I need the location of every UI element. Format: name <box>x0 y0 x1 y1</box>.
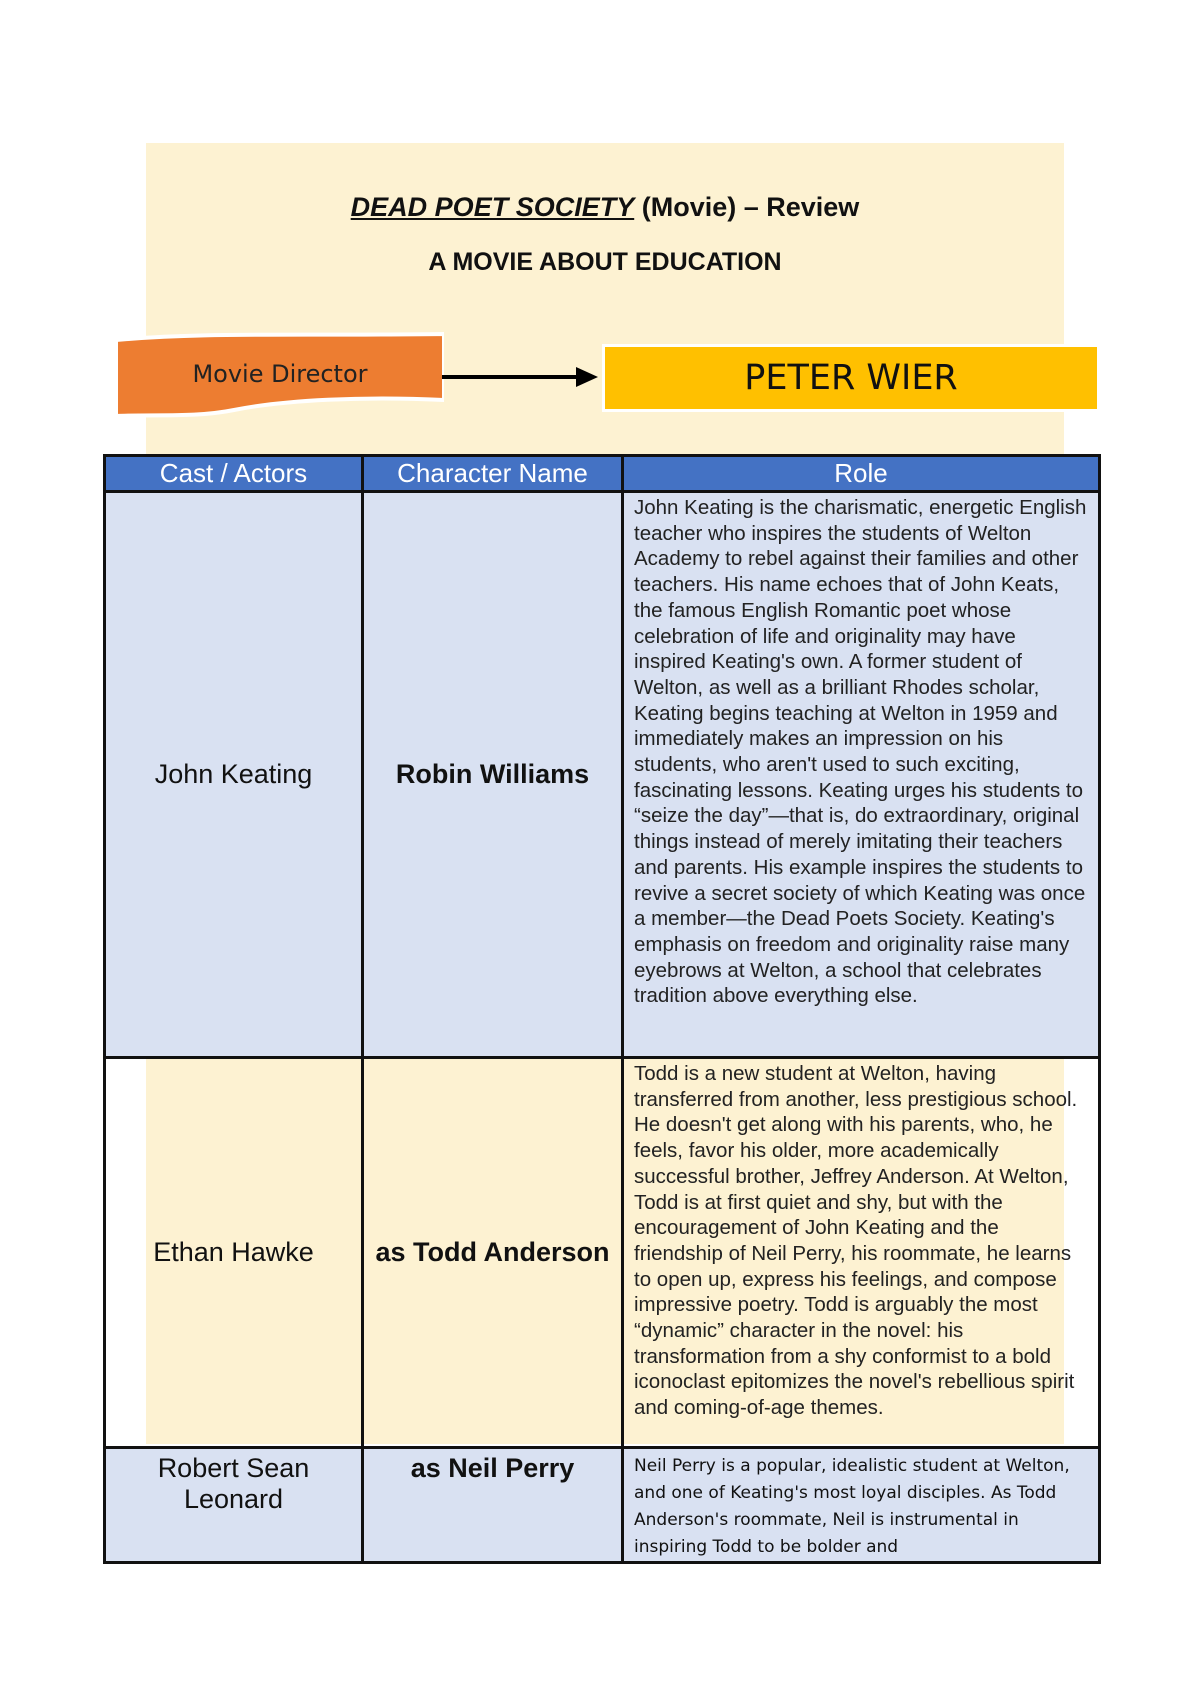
table-row <box>105 1058 1100 1448</box>
table-header-row <box>105 456 1100 492</box>
role-cell <box>623 1058 1100 1448</box>
character-cell: as Neil Perry <box>363 1448 623 1563</box>
table-row <box>105 492 1100 1058</box>
column-header-cast: Cast / Actors <box>105 456 363 492</box>
cast-table <box>103 454 1101 1564</box>
role-cell <box>623 492 1100 1058</box>
arrow-right-icon <box>440 364 600 390</box>
page-subtitle: A MOVIE ABOUT EDUCATION <box>428 248 782 276</box>
title-suffix: (Movie) – Review <box>641 192 860 222</box>
director-label: Movie Director <box>192 360 368 388</box>
role-text: John Keating is the charismatic, energetic English teacher who inspires the students of Welton Academy to rebel against their families and other teachers. His name echoes that of John Keats, the famous English Romantic poet whose celebration of life and originality may have inspired Keating's own. A former student of Welton, as well as a brilliant Rhodes scholar, Keating begins teaching at Welton in 1959 and immediately makes an impression on his students, who aren't used to such exciting, fascinating lessons. Keating urges his students to “seize the day”—that is, do extraordinary, original things instead of merely imitating their teachers and parents. His example inspires the students to revive a secret society of which Keating was once a member—the Dead Poets Society. Keating's emphasis on freedom and originality raise many eyebrows at Welton, a school that celebrates tradition above everything else. <box>634 496 1087 1008</box>
cast-cell: Ethan Hawke <box>105 1058 363 1448</box>
column-header-character: Character Name <box>363 456 623 492</box>
cast-cell: John Keating <box>105 492 363 1058</box>
character-cell: as Todd Anderson <box>363 1058 623 1448</box>
role-cell <box>623 1448 1100 1563</box>
role-text: Neil Perry is a popular, idealistic student at Welton, and one of Keating's most loyal disciples. As Todd Anderson's roommate, Neil is instrumental in inspiring Todd to be bolder and <box>634 1456 1070 1557</box>
role-text: Todd is a new student at Welton, having transferred from another, less prestigious school. He doesn't get along with his parents, who, he feels, favor his older, more academically successful brother, Jeffrey Anderson. At Welton, Todd is at first quiet and shy, but with the encouragement of John Keating and the friendship of Neil Perry, his roommate, he learns to open up, express his feelings, and compose impressive poetry. Todd is arguably the most “dynamic” character in the novel: his transformation from a shy conformist to a bold iconoclast epitomizes the novel's rebellious spirit and coming-of-age themes. <box>634 1062 1078 1420</box>
page-title <box>146 192 1064 223</box>
column-header-role: Role <box>623 456 1100 492</box>
cast-cell: Robert Sean Leonard <box>105 1448 363 1563</box>
table-row <box>105 1448 1100 1563</box>
character-cell: Robin Williams <box>363 492 623 1058</box>
film-title: DEAD POET SOCIETY <box>350 192 635 222</box>
director-name: PETER WIER <box>602 344 1100 412</box>
